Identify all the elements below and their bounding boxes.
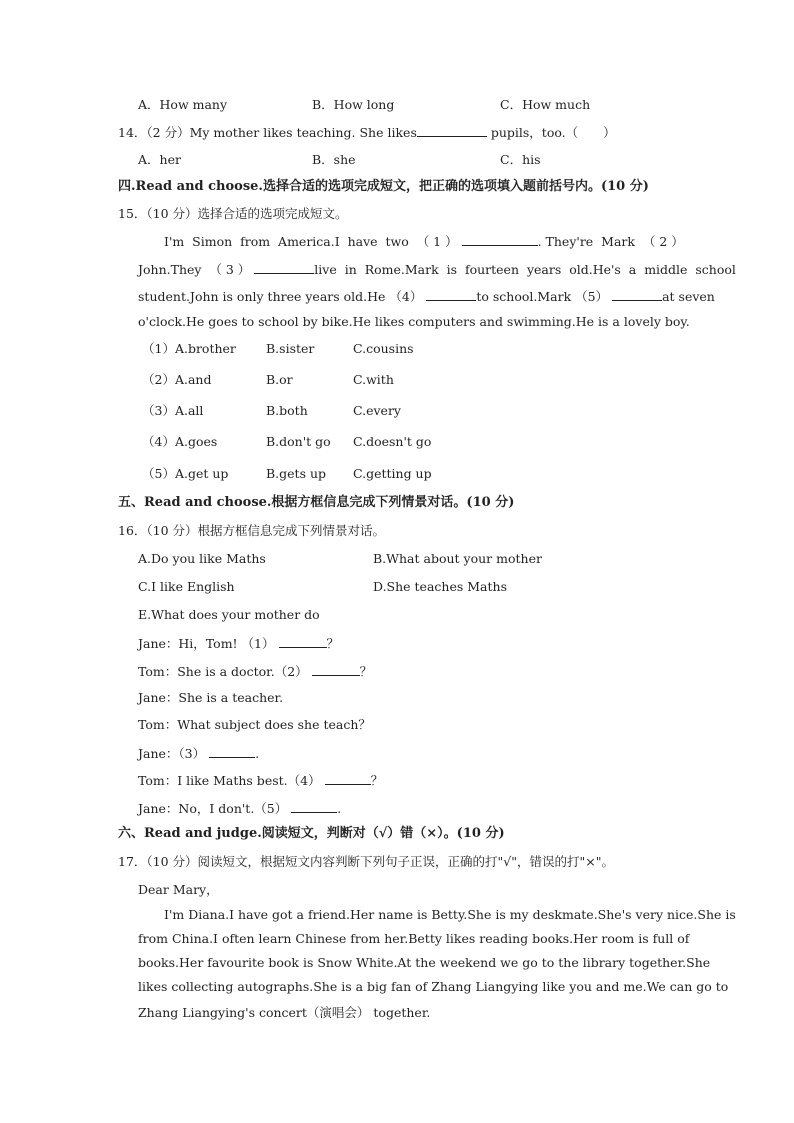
dialogue-2-end: ？ — [359, 664, 373, 679]
blank-5[interactable] — [612, 288, 662, 301]
dialogue-line-6 — [138, 772, 383, 789]
q17-stem: 17．（10 分）阅读短文，根据短文内容判断下列句子正误，正确的打"√"，错误的打"×"。 — [118, 854, 614, 869]
passage-3c: at seven — [662, 289, 715, 304]
letter-salutation: Dear Mary， — [138, 882, 219, 897]
blank-3[interactable] — [254, 261, 314, 274]
passage-2b: live in Rome.Mark is fourteen years old.He's a middle school — [314, 262, 736, 277]
passage-1a: I'm Simon from America.I have two （ 1 ） — [164, 234, 458, 249]
choice-1a: （1）A.brother — [142, 341, 236, 356]
dialogue-5-text: Jane：（3） — [138, 746, 206, 761]
blank-1[interactable] — [462, 233, 538, 246]
dialogue-7-end: . — [337, 801, 342, 816]
passage-3b: to school.Mark （5） — [476, 289, 609, 304]
blank-4[interactable] — [426, 288, 476, 301]
q14-option-c: C．his — [500, 152, 541, 167]
dialogue-1-end: ？ — [326, 636, 340, 651]
choice-5b: B.gets up — [266, 466, 327, 481]
letter-line-2: from China.I often learn Chinese from her.Betty likes reading books.Her room is full of — [138, 931, 690, 946]
choice-4b: B.don't go — [266, 434, 331, 449]
dialogue-line-2 — [138, 663, 372, 680]
letter-line-4: likes collecting autographs.She is a big fan of Zhang Liangying like you and me.We can go to — [138, 979, 729, 994]
q14-option-b: B．she — [312, 152, 356, 167]
passage-line-3 — [138, 288, 715, 305]
dialogue-1-text: Jane：Hi，Tom! （1） — [138, 636, 275, 651]
dialogue-line-5 — [138, 745, 259, 762]
dialogue-line-4: Tom：What subject does she teach？ — [138, 717, 371, 732]
box-option-c: C.I like English — [138, 579, 235, 594]
section6-heading: 六、Read and judge.阅读短文，判断对（√）错（×）。(10 分) — [118, 826, 505, 841]
q14-stem-end: pupils，too.（ ） — [490, 125, 616, 140]
q13-option-c: C．How much — [500, 97, 591, 112]
choice-3c: C.every — [353, 403, 401, 418]
letter-line-1: I'm Diana.I have got a friend.Her name is Betty.She is my deskmate.She's very nice.She is — [164, 907, 736, 922]
letter-line-3: books.Her favourite book is Snow White.At the weekend we go to the library together.She — [138, 955, 711, 970]
section4-heading: 四.Read and choose.选择合适的选项完成短文，把正确的选项填入题前括号内。(10 分) — [118, 179, 649, 194]
dialogue-line-3: Jane：She is a teacher. — [138, 690, 284, 705]
q13-option-a: A．How many — [138, 97, 228, 112]
q13-option-b: B．How long — [312, 97, 395, 112]
passage-1b: . They're Mark （ 2 ） — [537, 234, 684, 249]
passage-2a: John.They （ 3 ） — [138, 262, 251, 277]
dialogue-blank-5[interactable] — [291, 800, 337, 813]
passage-3a: student.John is only three years old.He （4） — [138, 289, 423, 304]
dialogue-line-1 — [138, 635, 339, 652]
choice-2b: B.or — [266, 372, 293, 387]
dialogue-7-text: Jane：No，I don't.（5） — [138, 801, 288, 816]
dialogue-2-text: Tom：She is a doctor.（2） — [138, 664, 308, 679]
choice-1c: C.cousins — [353, 341, 414, 356]
box-option-a: A.Do you like Maths — [138, 551, 266, 566]
choice-5c: C.getting up — [353, 466, 432, 481]
choice-4a: （4）A.goes — [142, 434, 218, 449]
dialogue-line-7 — [138, 800, 341, 817]
choice-3a: （3）A.all — [142, 403, 204, 418]
dialogue-blank-4[interactable] — [325, 772, 371, 785]
dialogue-6-end: ？ — [370, 773, 384, 788]
choice-5a: （5）A.get up — [142, 466, 229, 481]
q15-stem: 15．（10 分）选择合适的选项完成短文。 — [118, 206, 348, 221]
letter-line-5: Zhang Liangying's concert（演唱会） together. — [138, 1005, 431, 1020]
choice-1b: B.sister — [266, 341, 315, 356]
choice-2c: C.with — [353, 372, 394, 387]
passage-line-2 — [138, 261, 736, 278]
box-option-e: E.What does your mother do — [138, 607, 320, 622]
q14-blank[interactable] — [417, 124, 487, 137]
q14-option-a: A．her — [138, 152, 181, 167]
dialogue-blank-2[interactable] — [312, 663, 360, 676]
choice-3b: B.both — [266, 403, 308, 418]
dialogue-5-end: . — [255, 746, 260, 761]
dialogue-blank-3[interactable] — [209, 745, 255, 758]
box-option-d: D.She teaches Maths — [373, 579, 507, 594]
choice-2a: （2）A.and — [142, 372, 212, 387]
q14-stem — [118, 124, 616, 141]
dialogue-blank-1[interactable] — [279, 635, 327, 648]
box-option-b: B.What about your mother — [373, 551, 542, 566]
passage-line-1 — [164, 233, 684, 250]
passage-line-4: o'clock.He goes to school by bike.He likes computers and swimming.He is a lovely boy. — [138, 314, 690, 329]
dialogue-6-text: Tom：I like Maths best.（4） — [138, 773, 321, 788]
q14-stem-start: 14．（2 分）My mother likes teaching. She likes — [118, 125, 417, 140]
choice-4c: C.doesn't go — [353, 434, 432, 449]
q16-stem: 16．（10 分）根据方框信息完成下列情景对话。 — [118, 523, 386, 538]
section5-heading: 五、Read and choose.根据方框信息完成下列情景对话。(10 分) — [118, 495, 515, 510]
